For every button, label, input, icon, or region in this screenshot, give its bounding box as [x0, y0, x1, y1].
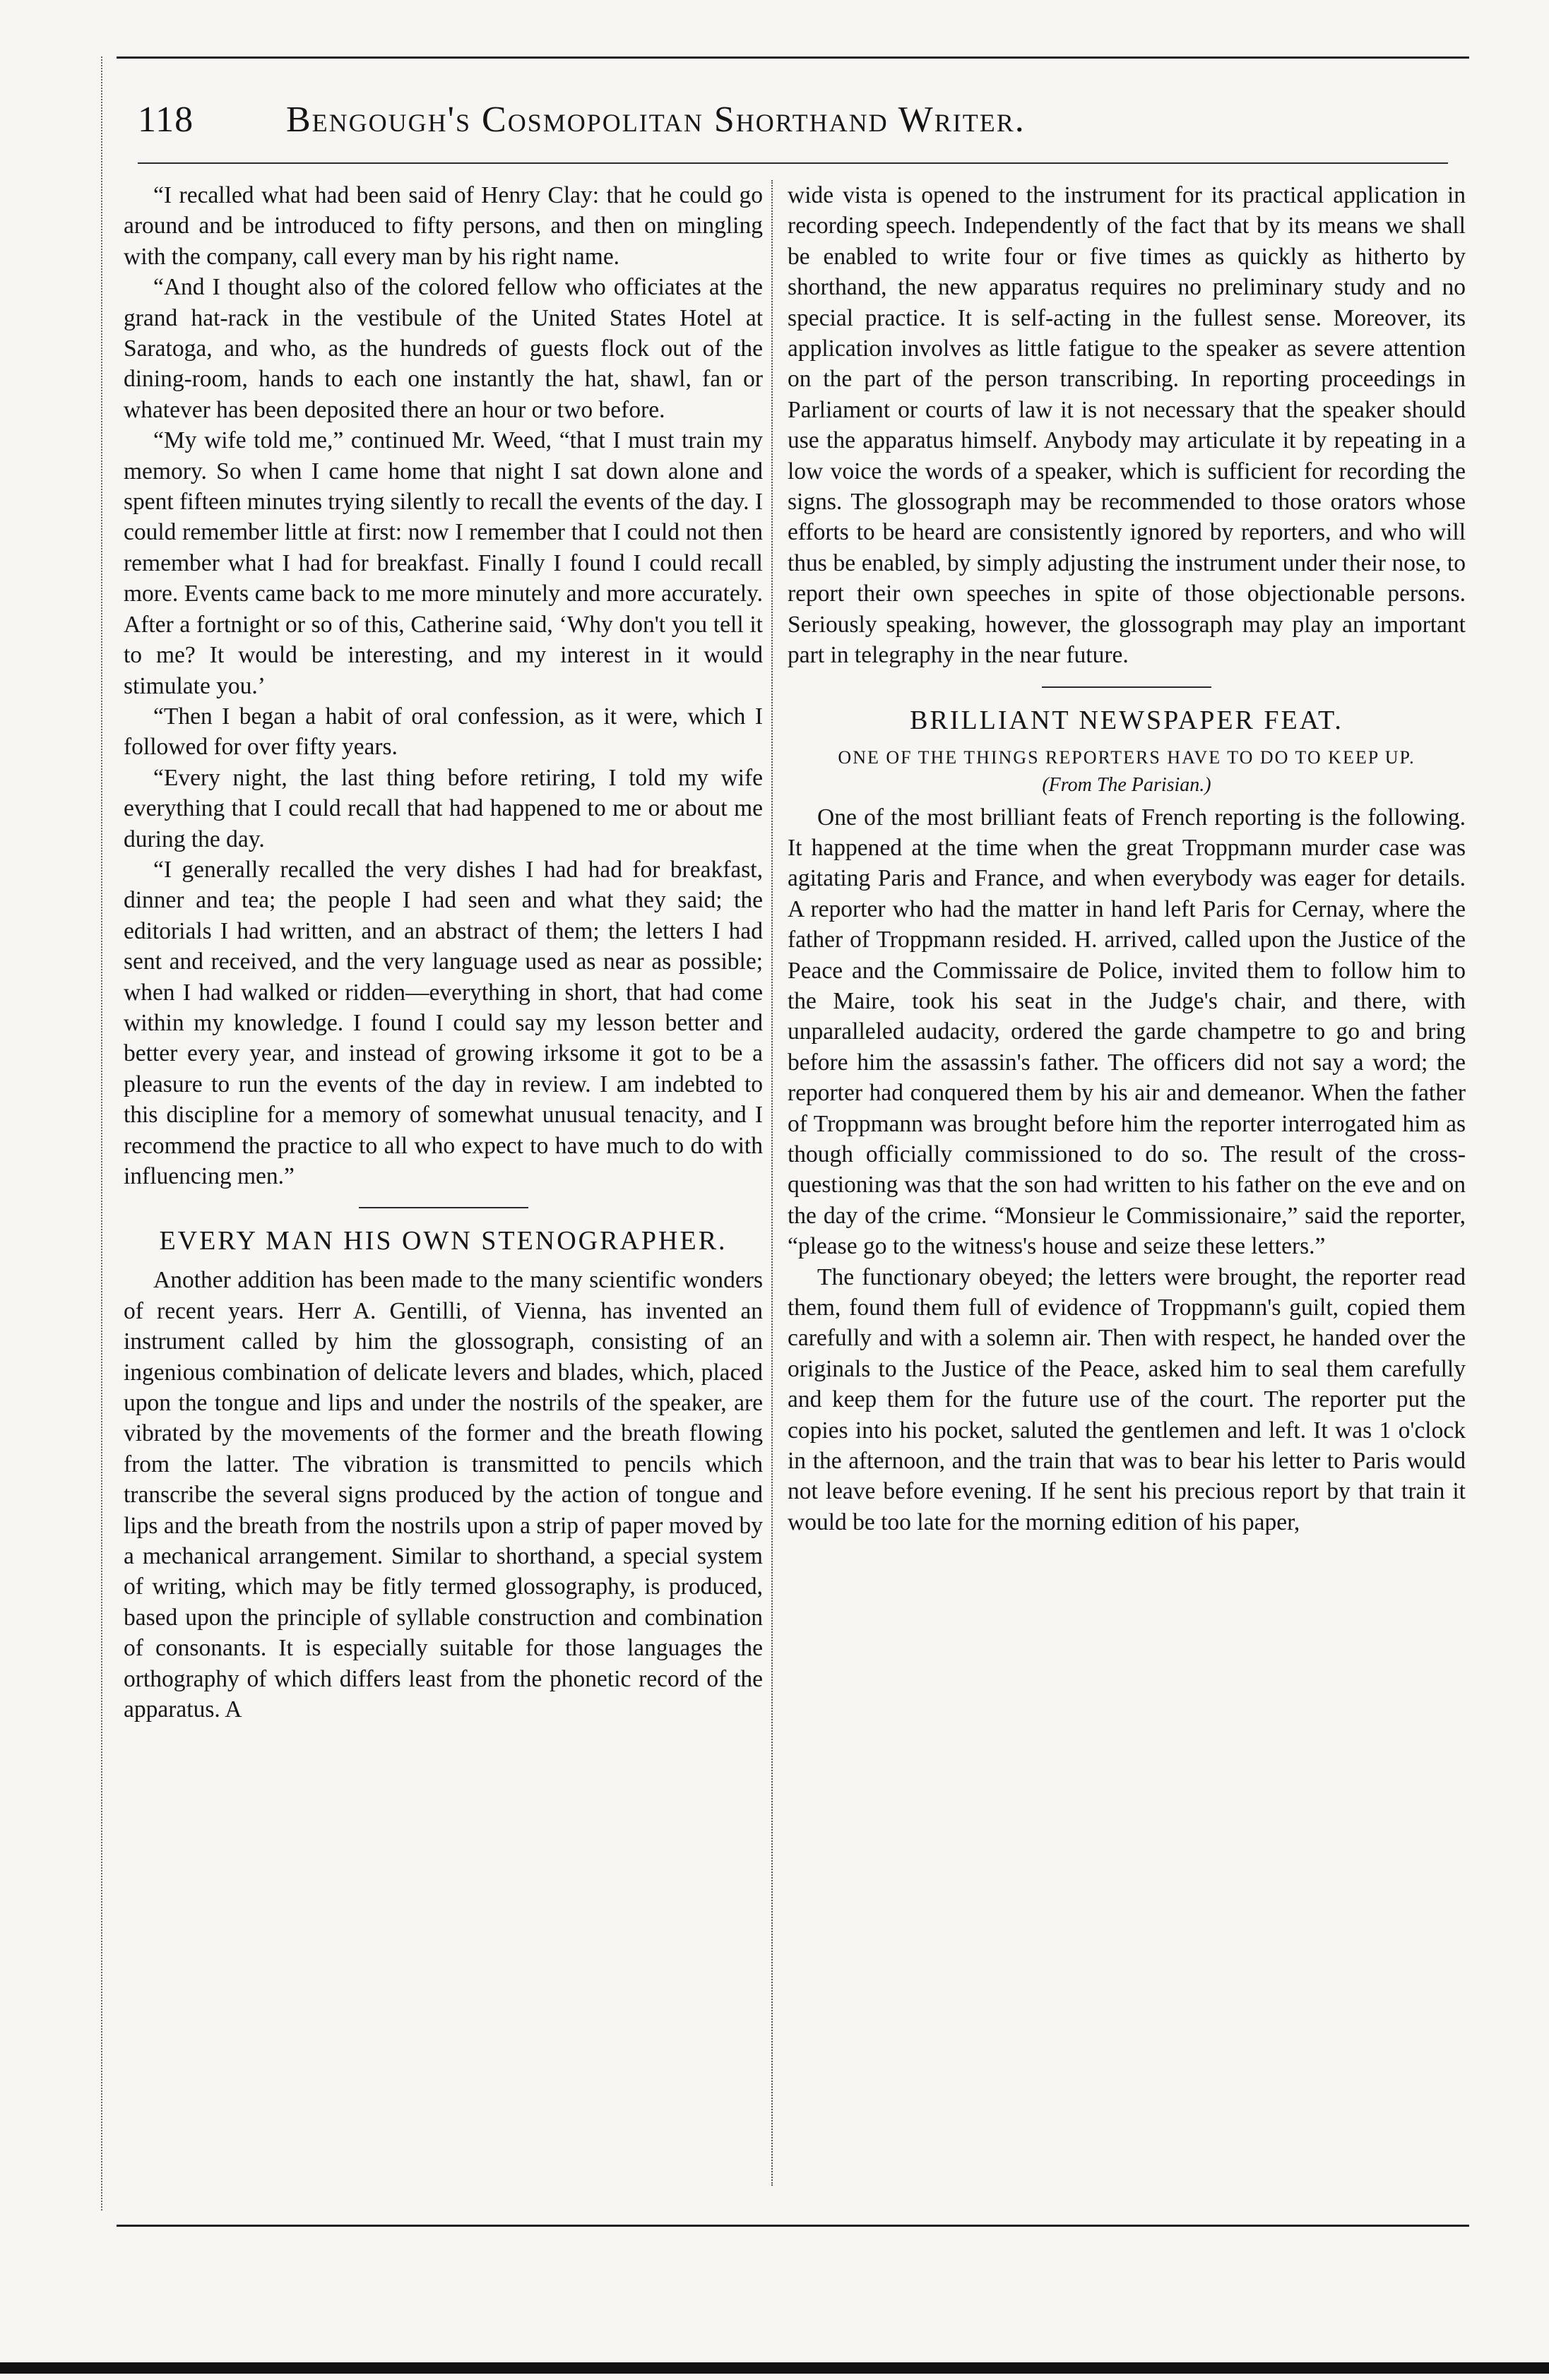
column-divider	[771, 180, 773, 2186]
page-header	[138, 86, 1448, 153]
section-subheading: ONE OF THE THINGS REPORTERS HAVE TO DO TO KEEP UP.	[838, 746, 1416, 768]
section-divider	[359, 1207, 528, 1208]
paragraph: Another addition has been made to the many scientific wonders of recent years. Herr A. Gentilli, of Vienna, has invented an instrument called by him the glossograph, consisting of an ingenious combination of delicate levers and blades, which, placed upon the tongue and lips and under the nostrils of the speaker, are vibrated by the movements of the former and the breath flowing from the latter. The vibration is transmitted to pencils which transcribe the several signs produced by the action of tongue and lips and the breath from the nostrils upon a strip of paper moved by a mechanical arrangement. Similar to shorthand, a special system of writing, which may be fitly termed glossography, is produced, based upon the principle of syllable construction and combination of consonants. It is especially suitable for those languages the orthography of which differs least from the phonetic record of the apparatus. A	[124, 1267, 763, 1723]
paragraph-continuation: wide vista is opened to the instrument for its practical application in recording speech. Independently of the fact that by its means we shall be enabled to write four or five times as quickly as hitherto by shorthand, the new apparatus requires no preliminary study and no special practice. It is self-acting in the fullest sense. Moreover, its application involves as little fatigue to the speaker as severe attention on the part of the person transcribing. In reporting proceedings in Parliament or courts of law it is not necessary that the speaker should use the apparatus himself. Anybody may articulate it by repeating in a low voice the words of a speaker, which is sufficient for recording the signs. The glossograph may be recommended to those orators whose efforts to be heard are consistently ignored by reporters, and who will thus be enabled, by simply adjusting the instrument under their nose, to report their own speeches in spite of those objectionable persons. Seriously speaking, however, the glossograph may play an important part in telegraphy in the near future.	[788, 182, 1466, 669]
bottom-rule	[117, 2225, 1469, 2227]
right-column	[788, 180, 1466, 1537]
paragraph: “Every night, the last thing before retiring, I told my wife everything that I could recall that had happened to me or about me during the day.	[124, 764, 763, 852]
header-rule	[138, 162, 1448, 164]
page-number: 118	[138, 100, 194, 140]
paragraph: “I recalled what had been said of Henry Clay: that he could go around and be introduced to fifty persons, and then on mingling with the company, call every man by his right name.	[124, 182, 763, 270]
section-divider	[1042, 686, 1211, 688]
section-heading-newspaper-feat: BRILLIANT NEWSPAPER FEAT.	[910, 705, 1343, 735]
paragraph: “I generally recalled the very dishes I had had for breakfast, dinner and tea; the people I had seen and what they said; the editorials I had written, and an abstract of them; the letters I had sent and received, and the very language used as near as possible; when I had walked or ridden—everything in short, that had come within my knowledge. I found I could say my lesson better and better every year, and instead of growing irksome it got to be a pleasure to run the events of the day in review. I am indebted to this discipline for a memory of somewhat unusual tenacity, and I recommend the practice to all who expect to have much to do with influencing men.”	[124, 856, 763, 1189]
section-source: (From The Parisian.)	[1042, 773, 1211, 796]
paragraph: “And I thought also of the colored fellow who officiates at the grand hat-rack in the vestibule of the United States Hotel at Saratoga, and who, as the hundreds of guests flock out of the dining-room, hands to each one instantly the hat, shawl, fan or whatever has been deposited there an hour or two before.	[124, 274, 763, 423]
top-rule	[117, 56, 1469, 59]
running-title: Bengough's Cosmopolitan Shorthand Writer.	[286, 100, 1026, 140]
paragraph: “My wife told me,” continued Mr. Weed, “that I must train my memory. So when I came home that night I sat down alone and spent fifteen minutes trying silently to recall the events of the day. I could remember little at first: now I remember that I could not then remember what I had for breakfast. Finally I found I could recall more. Events came back to me more minutely and more accurately. After a fortnight or so of this, Catherine said, ‘Why don't you tell it to me? It would be interesting, and my interest in it would stimulate you.’	[124, 427, 763, 699]
scan-edge-band	[0, 2362, 1549, 2374]
page-edge-dotted	[101, 56, 102, 2211]
paragraph: One of the most brilliant feats of French reporting is the following. It happened at the time when the great Troppmann murder case was agitating Paris and France, and when everybody was eager for details. A reporter who had the matter in hand left Paris for Cernay, where the father of Troppmann resided. H. arrived, called upon the Justice of the Peace and the Commissaire de Police, invited them to follow him to the Maire, took his seat in the Judge's chair, and there, with unparalleled audacity, ordered the garde champetre to go and bring before him the assassin's father. The officers did not say a word; the reporter had conquered them by his air and demeanor. When the father of Troppmann was brought before him the reporter interrogated him as though officially commissioned to do so. The result of the cross-questioning was that the son had written to his father on the eve and on the day of the crime. “Monsieur le Commissionaire,” said the reporter, “please go to the witness's house and seize these letters.”	[788, 804, 1466, 1260]
section-heading-stenographer: EVERY MAN HIS OWN STENOGRAPHER.	[159, 1226, 728, 1256]
left-column	[124, 180, 763, 1725]
paragraph: The functionary obeyed; the letters were brought, the reporter read them, found them full of evidence of Troppmann's guilt, copied them carefully and with a solemn air. Then with respect, he handed over the originals to the Justice of the Peace, asked him to seal them carefully and keep them for the future use of the court. The reporter put the copies into his pocket, saluted the gentlemen and left. It was 1 o'clock in the afternoon, and the train that was to bear his letter to Paris would not leave before evening. If he sent his precious report by that train it would be too late for the morning edition of his paper,	[788, 1263, 1466, 1535]
book-page	[117, 56, 1469, 2211]
paragraph: “Then I began a habit of oral confession, as it were, which I followed for over fifty years.	[124, 703, 763, 761]
